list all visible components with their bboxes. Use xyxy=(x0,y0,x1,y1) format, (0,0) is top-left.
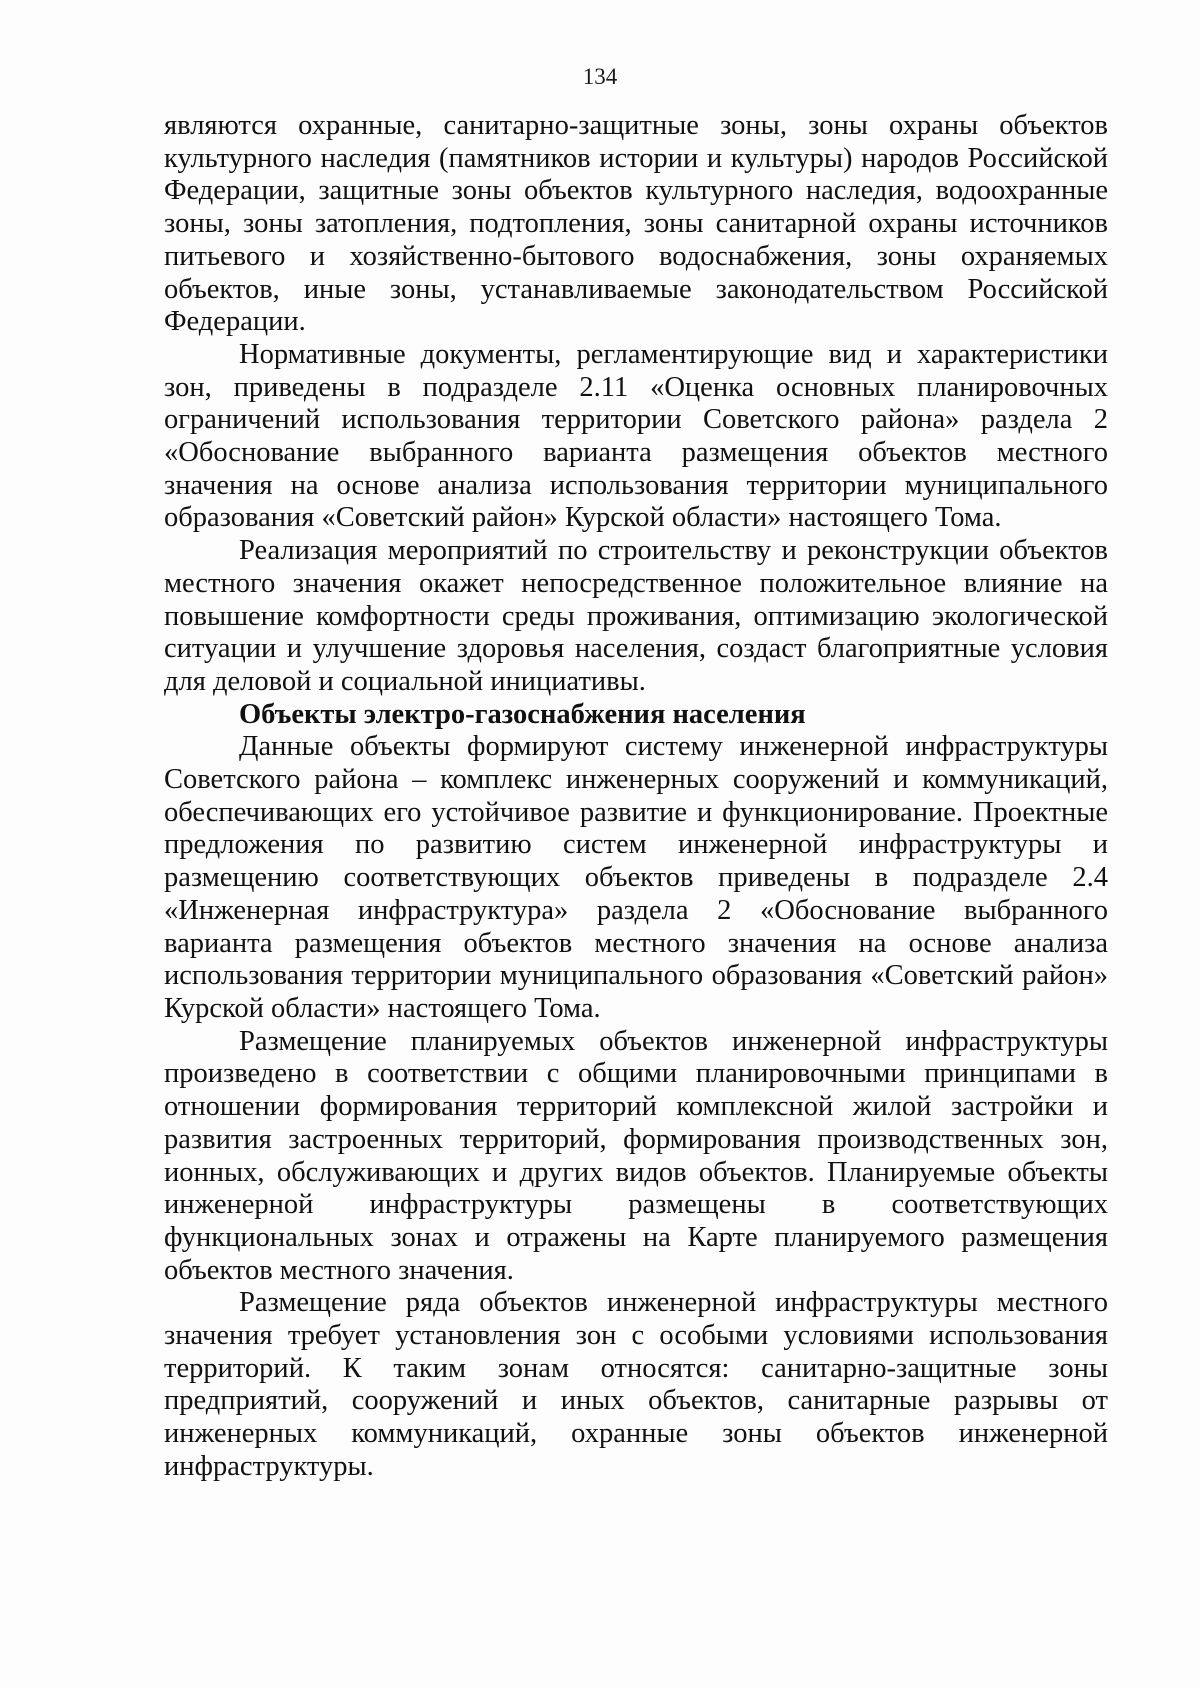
page-number: 134 xyxy=(582,64,618,89)
paragraph-zones-list: являются охранные, санитарно-защитные зоны, зоны охраны объектов культурного наследия (памятников истории и культуры) народов Российской Федерации, защитные зоны объектов культурного наследия, водоохранные зоны, зоны затопления, подтопления, зоны санитарной охраны источников питьевого и хозяйственно-бытового водоснабжения, зоны охраняемых объектов, иные зоны, устанавливаемые законодательством Российской Федерации. xyxy=(164,110,1108,338)
paragraph-normative-documents: Нормативные документы, регламентирующие вид и характеристики зон, приведены в подразделе 2.11 «Оценка основных планировочных ограничений использования территории Советского района» раздела 2 «Обоснование выбранного варианта размещения объектов местного значения на основе анализа использования территории муниципального образования «Советский район» Курской области» настоящего Тома. xyxy=(164,338,1108,534)
paragraph-special-zones: Размещение ряда объектов инженерной инфраструктуры местного значения требует установления зон с особыми условиями использования территорий. К таким зонам относятся: санитарно-защитные зоны предприятий, сооружений и иных объектов, санитарные разрывы от инженерных коммуникаций, охранные зоны объектов инженерной инфраструктуры. xyxy=(164,1287,1108,1482)
paragraph-placement-principles: Размещение планируемых объектов инженерной инфраструктуры произведено в соответствии с общими планировочными принципами в отношении формирования территорий комплексной жилой застройки и развития застроенных территорий, формирования производственных зон, ионных, обслуживающих и других видов объектов. Планируемые объекты инженерной инфраструктуры размещены в соответствующих функциональных зонах и отражены на Карте планируемого размещения объектов местного значения. xyxy=(164,1025,1108,1286)
paragraph-infrastructure-system: Данные объекты формируют систему инженерной инфраструктуры Советского района – комплекс инженерных сооружений и коммуникаций, обеспечивающих его устойчивое развитие и функционирование. Проектные предложения по развитию систем инженерной инфраструктуры и размещению соответствующих объектов приведены в подразделе 2.4 «Инженерная инфраструктура» раздела 2 «Обоснование выбранного варианта размещения объектов местного значения на основе анализа использования территории муниципального образования «Советский район» Курской области» настоящего Тома. xyxy=(164,731,1108,1024)
section-heading: Объекты электро-газоснабжения населения xyxy=(239,698,806,730)
paragraph-implementation: Реализация мероприятий по строительству и реконструкции объектов местного значения окажет непосредственное положительное влияние на повышение комфортности среды проживания, оптимизацию экологической ситуации и улучшение здоровья населения, создаст благоприятные условия для деловой и социальной инициативы. xyxy=(164,535,1108,697)
document-body xyxy=(164,110,1108,1484)
